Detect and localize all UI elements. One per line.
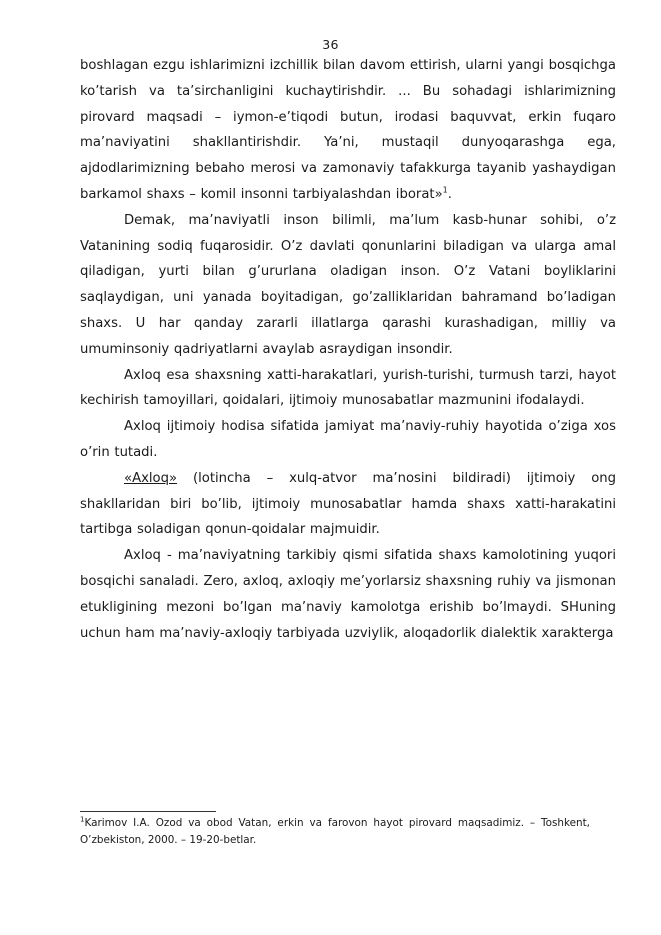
footnote-text: Karimov I.A. Ozod va obod Vatan, erkin va farovon hayot pirovard maqsadimiz. – Toshkent, O’zbekiston, 2000. – 19-20-betlar. [80,817,590,846]
footnote-reference: 1 [442,185,448,195]
footnote [80,815,590,849]
footnote-marker: 1 [80,815,85,824]
paragraph-ethics-latin [80,466,616,543]
paragraph-text: Axloq - ma’naviyatning tarkibiy qismi sifatida shaxs kamolotining yuqori bosqichi sanaladi. Zero, axloq, axloqiy me’yorlarsiz shaxsning ruhiy va jismonan etukligining mezoni bo’lgan ma’naviy kamolotga erishib bo’lmaydi. SHuning uchun ham ma’naviy-axloqiy tarbiyada uzviylik, aloqadorlik dialektik xarakterga [80,548,616,641]
paragraph-ethics-component [80,543,616,646]
paragraph-end-punctuation: . [447,186,452,202]
footnote-divider [80,811,216,812]
paragraph-text: Axloq ijtimoiy hodisa sifatida jamiyat ma’naviy-ruhiy hayotida o’ziga xos o’rin tutadi. [80,419,616,460]
paragraph-ethics-definition [80,363,616,415]
term-axloq: «Axloq» [124,470,178,486]
paragraph-text: Demak, ma’naviyatli inson bilimli, ma’lum kasb-hunar sohibi, o’z Vatanining sodiq fuqarosidir. O’z davlati qonunlarini biladigan va ularga amal qiladigan, yurti bilan g’ururlana oladigan inson. O’z Vatani boyliklarini saqlaydigan, uni yanada boyitadigan, go’zalliklaridan bahramand bo’ladigan shaxs. U har qanday zararli illatlarga qarashi kurashadigan, milliy va umuminsoniy qadriyatlarni avaylab asraydigan insondir. [80,212,616,357]
paragraph-ethics-social [80,414,616,466]
paragraph-continuation [80,53,616,208]
paragraph-text: (lotincha – xulq-atvor ma’nosini bildiradi) ijtimoiy ong shakllaridan biri bo’lib, ijtimoiy munosabatlar hamda shaxs xatti-harakatini tartibga soladigan qonun-qoidalar majmuidir. [80,470,616,538]
paragraph-text: boshlagan ezgu ishlarimizni izchillik bilan davom ettirish, ularni yangi bosqichga ko’tarish va ta’sirchanligini kuchaytirishdir. ... Bu sohadagi ishlarimizning pirovard maqsadi – iymon-e’tiqodi butun, irodasi baquvvat, erkin fuqaro ma’naviyatini shakllantirishdir. Ya’ni, mustaqil dunyoqarashga ega, ajdodlarimizning bebaho merosi va zamonaviy tafakkurga tayanib yashaydigan barkamol shaxs – komil insonni tarbiyalashdan iborat» [80,58,616,202]
body-text [80,53,616,646]
paragraph-spiritual-person [80,208,616,363]
page-number: 36 [322,37,339,52]
paragraph-text: Axloq esa shaxsning xatti-harakatlari, yurish-turishi, turmush tarzi, hayot kechirish tamoyillari, qoidalari, ijtimoiy munosabatlar mazmunini ifodalaydi. [80,367,616,409]
